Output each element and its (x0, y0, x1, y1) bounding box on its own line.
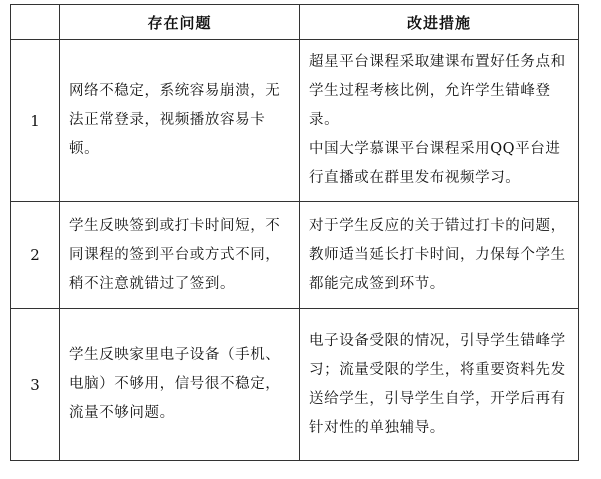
measure-paragraph: 超星平台课程采取建课布置好任务点和学生过程考核比例，允许学生错峰登录。 (309, 54, 566, 128)
measure-cell (300, 309, 579, 461)
measure-cell (300, 202, 579, 309)
issues-table (10, 4, 579, 461)
table-row (11, 309, 579, 461)
table-row (11, 40, 579, 202)
problem-cell: 网络不稳定，系统容易崩溃，无法正常登录，视频播放容易卡顿。 (60, 40, 300, 202)
measure-paragraph: 对于学生反应的关于错过打卡的问题，教师适当延长打卡时间，力保每个学生都能完成签到环节。 (309, 217, 566, 292)
table-row (11, 202, 579, 309)
problem-cell: 学生反映家里电子设备（手机、电脑）不够用，信号很不稳定，流量不够问题。 (60, 309, 300, 461)
problem-cell: 学生反映签到或打卡时间短，不同课程的签到平台或方式不同，稍不注意就错过了签到。 (60, 202, 300, 309)
row-number: 1 (11, 40, 60, 202)
row-number: 2 (11, 202, 60, 309)
row-number: 3 (11, 309, 60, 461)
header-number (11, 5, 60, 40)
measure-cell (300, 40, 579, 202)
header-measure: 改进措施 (300, 5, 579, 40)
measure-paragraph: 中国大学慕课平台课程采用QQ平台进行直播或在群里发布视频学习。 (309, 141, 561, 186)
measure-paragraph: 电子设备受限的情况，引导学生错峰学习；流量受限的学生，将重要资料先发送给学生，引导学生自学，开学后再有针对性的单独辅导。 (309, 332, 566, 436)
header-row (11, 5, 579, 40)
header-problem: 存在问题 (60, 5, 300, 40)
